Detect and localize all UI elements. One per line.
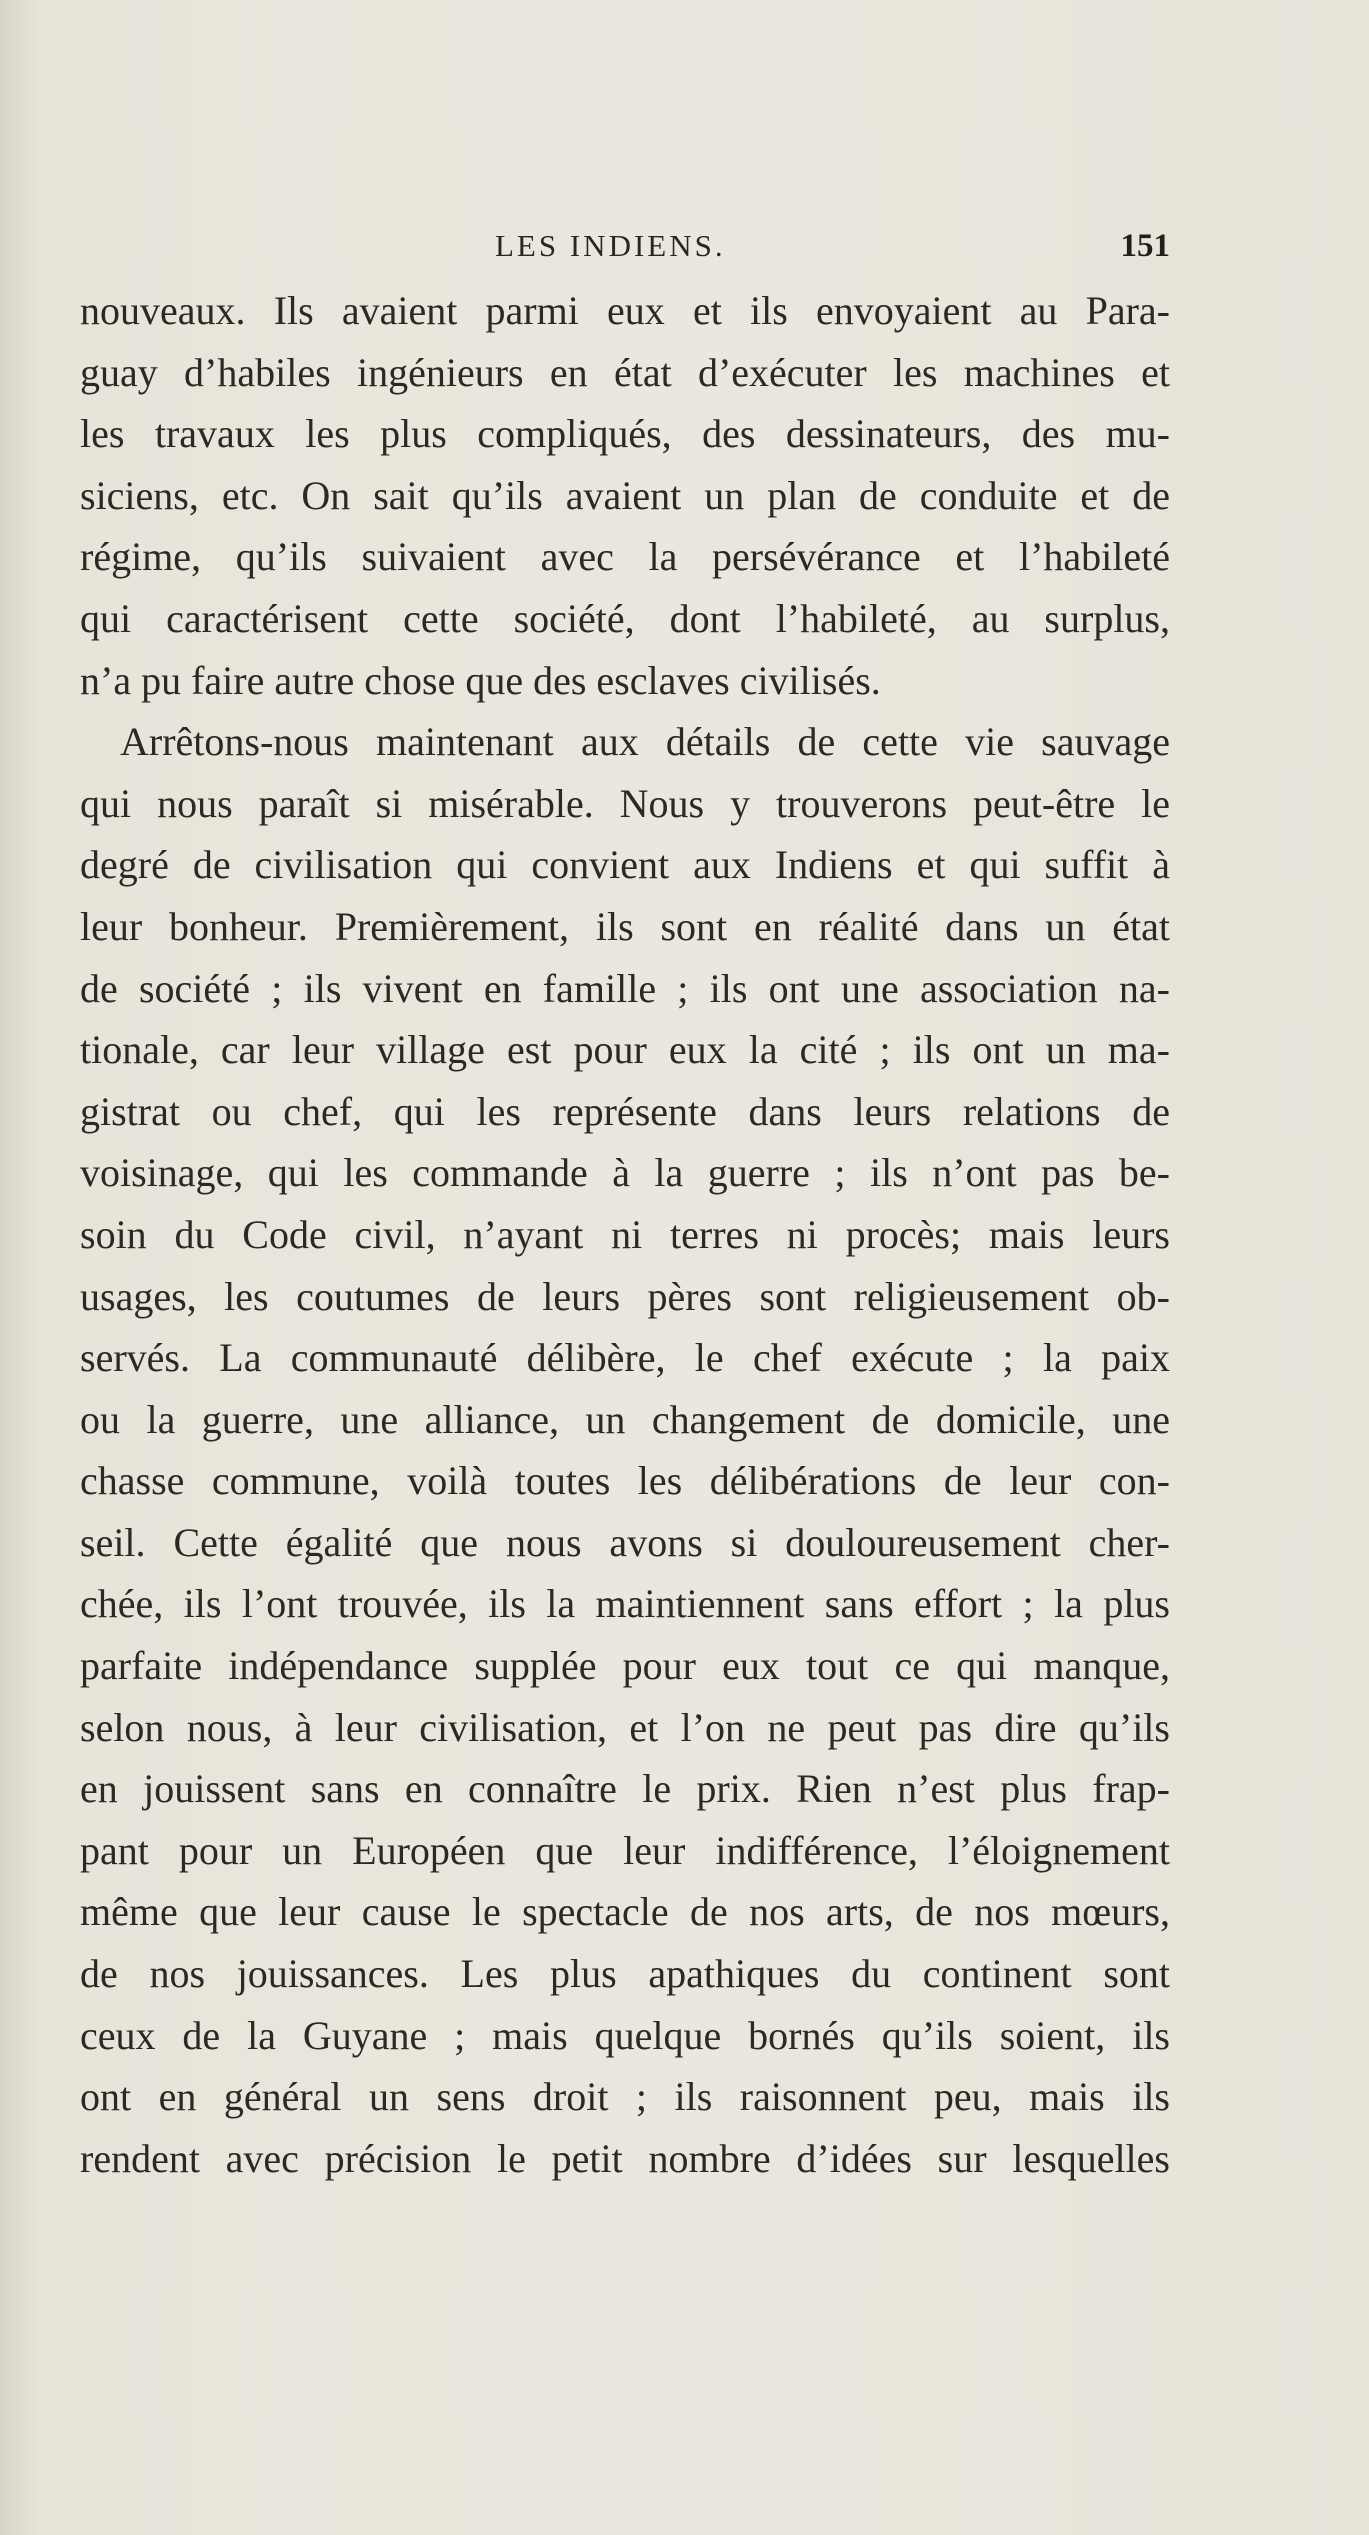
text-line: guay d’habiles ingénieurs en état d’exécuter les machines et: [80, 349, 1170, 395]
text-line: selon nous, à leur civilisation, et l’on ne peut pas dire qu’ils: [80, 1704, 1170, 1750]
text-line: voisinage, qui les commande à la guerre ; ils n’ont pas be-: [80, 1150, 1170, 1196]
text-line: ont en général un sens droit ; ils raisonnent peu, mais ils: [80, 2074, 1170, 2120]
text-line: de nos jouissances. Les plus apathiques du continent sont: [80, 1951, 1170, 1997]
text-line: soin du Code civil, n’ayant ni terres ni procès; mais leurs: [80, 1211, 1170, 1257]
text-line: qui nous paraît si misérable. Nous y trouverons peut-être le: [80, 780, 1170, 826]
text-line: gistrat ou chef, qui les représente dans leurs relations de: [80, 1088, 1170, 1134]
running-title: LES INDIENS.: [495, 228, 726, 263]
text-line: nouveaux. Ils avaient parmi eux et ils envoyaient au Para-: [80, 288, 1170, 333]
text-line: servés. La communauté délibère, le chef exécute ; la paix: [80, 1335, 1170, 1381]
text-line: régime, qu’ils suivaient avec la persévérance et l’habileté: [80, 534, 1170, 580]
text-line: n’a pu faire autre chose que des esclaves civilisés.: [80, 657, 881, 703]
text-line: de société ; ils vivent en famille ; ils ont une association na-: [80, 965, 1170, 1011]
running-head: [80, 228, 1170, 272]
text-line: chée, ils l’ont trouvée, ils la maintiennent sans effort ; la plus: [80, 1581, 1170, 1627]
text-line: leur bonheur. Premièrement, ils sont en réalité dans un état: [80, 903, 1170, 949]
text-line: ceux de la Guyane ; mais quelque bornés qu’ils soient, ils: [80, 2012, 1170, 2058]
text-line: qui caractérisent cette société, dont l’habileté, au surplus,: [80, 595, 1170, 641]
text-line: siciens, etc. On sait qu’ils avaient un plan de conduite et de: [80, 472, 1170, 518]
text-line: degré de civilisation qui convient aux Indiens et qui suffit à: [80, 842, 1170, 888]
text-line: seil. Cette égalité que nous avons si douloureusement cher-: [80, 1519, 1170, 1565]
paragraph-first-line: Arrêtons-nous maintenant aux détails de cette vie sauvage: [120, 719, 1170, 765]
text-line: pant pour un Européen que leur indifférence, l’éloignement: [80, 1827, 1170, 1873]
text-line: parfaite indépendance supplée pour eux tout ce qui manque,: [80, 1643, 1170, 1689]
text-line: chasse commune, voilà toutes les délibérations de leur con-: [80, 1458, 1170, 1504]
text-line: les travaux les plus compliqués, des dessinateurs, des mu-: [80, 411, 1170, 457]
text-line: usages, les coutumes de leurs pères sont religieusement ob-: [80, 1273, 1170, 1319]
text-line: ou la guerre, une alliance, un changement de domicile, une: [80, 1396, 1170, 1442]
text-line: même que leur cause le spectacle de nos arts, de nos mœurs,: [80, 1889, 1170, 1935]
text-line: rendent avec précision le petit nombre d’idées sur lesquelles: [80, 2135, 1170, 2181]
text-line: tionale, car leur village est pour eux la cité ; ils ont un ma-: [80, 1027, 1170, 1073]
text-line: en jouissent sans en connaître le prix. Rien n’est plus frap-: [80, 1766, 1170, 1812]
page-number: 151: [1120, 228, 1170, 264]
body-text: [80, 280, 1170, 2189]
